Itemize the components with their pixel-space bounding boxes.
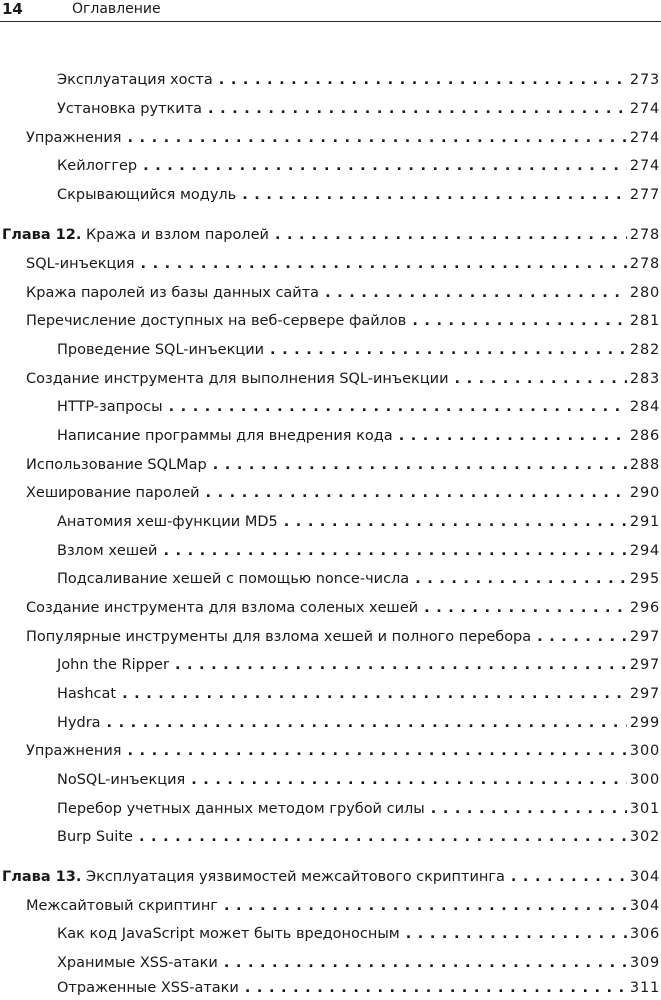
dot-leader (122, 682, 627, 706)
toc-entry[interactable] (0, 567, 661, 591)
entry-page: 288 (629, 457, 660, 473)
dot-leader (213, 453, 627, 477)
entry-page: 299 (629, 715, 660, 731)
toc-entry[interactable] (0, 825, 661, 849)
dot-leader (208, 97, 627, 121)
entry-title: Кейлоггер (57, 158, 138, 174)
dot-leader (455, 367, 627, 391)
entry-title: Проведение SQL-инъекции (57, 342, 265, 358)
toc-entry[interactable] (0, 367, 661, 391)
entry-title: Подсаливание хешей с помощью nonce-числа (57, 571, 410, 587)
entry-page: 274 (629, 130, 660, 146)
dot-leader (270, 338, 627, 362)
entry-title: Популярные инструменты для взлома хешей и полного перебора (26, 629, 532, 645)
toc-entry[interactable] (0, 126, 661, 150)
entry-page: 296 (629, 600, 660, 616)
entry-page: 284 (629, 399, 660, 415)
toc-entry[interactable] (0, 510, 661, 534)
entry-title: Упражнения (26, 130, 122, 146)
toc-entry[interactable] (0, 976, 661, 1000)
toc-entry[interactable] (0, 682, 661, 706)
entry-page: 290 (629, 485, 660, 501)
dot-leader (424, 596, 627, 620)
entry-page: 297 (629, 657, 660, 673)
dot-leader (242, 183, 627, 207)
dot-leader (415, 567, 627, 591)
entry-page: 300 (629, 743, 660, 759)
toc-entry[interactable] (0, 625, 661, 649)
entry-title: Эксплуатация уязвимостей межсайтового скриптинга (85, 869, 505, 885)
toc-entry[interactable] (0, 252, 661, 276)
dot-leader (163, 539, 626, 563)
dot-leader (141, 252, 627, 276)
dot-leader (431, 797, 627, 821)
entry-title: Burp Suite (57, 829, 133, 845)
entry-title: SQL-инъекция (26, 256, 135, 272)
entry-page: 309 (629, 955, 660, 971)
entry-page: 286 (629, 428, 660, 444)
dot-leader (107, 711, 627, 735)
entry-page: 295 (629, 571, 660, 587)
entry-page: 278 (629, 256, 660, 272)
toc-entry[interactable] (0, 739, 661, 763)
entry-title: Упражнения (26, 743, 122, 759)
entry-page: 300 (629, 772, 660, 788)
entry-page: 283 (629, 371, 660, 387)
chapter-label: Глава 12. (2, 227, 82, 243)
page-number: 14 (2, 0, 23, 18)
entry-title: Создание инструмента для выполнения SQL-инъекции (26, 371, 449, 387)
dot-leader (325, 281, 627, 305)
toc-entry[interactable] (0, 183, 661, 207)
entry-page: 297 (629, 686, 660, 702)
toc-entry[interactable] (0, 922, 661, 946)
entry-title: Написание программы для внедрения кода (57, 428, 393, 444)
entry-page: 274 (629, 101, 660, 117)
entry-page: 304 (629, 869, 660, 885)
entry-page: 297 (629, 629, 660, 645)
dot-leader (191, 768, 627, 792)
dot-leader (537, 625, 627, 649)
entry-title: Отраженные XSS-атаки (57, 980, 239, 996)
entry-page: 311 (629, 980, 660, 996)
dot-leader (399, 424, 627, 448)
dot-leader (406, 922, 627, 946)
entry-title: NoSQL-инъекция (57, 772, 186, 788)
entry-title: Как код JavaScript может быть вредоносным (57, 926, 400, 942)
toc-entry[interactable] (0, 281, 661, 305)
entry-title: Кража паролей из базы данных сайта (26, 285, 320, 301)
dot-leader (128, 739, 627, 763)
toc-entry[interactable] (0, 951, 661, 975)
entry-title: HTTP-запросы (57, 399, 163, 415)
entry-title: Эксплуатация хоста (57, 72, 213, 88)
entry-page: 306 (629, 926, 660, 942)
entry-page: 274 (629, 158, 660, 174)
toc-chapter-entry[interactable] (0, 865, 661, 889)
dot-leader (284, 510, 627, 534)
entry-title: Использование SQLMap (26, 457, 207, 473)
toc-entry[interactable] (0, 797, 661, 821)
entry-page: 302 (629, 829, 660, 845)
entry-title: Перебор учетных данных методом грубой силы (57, 801, 425, 817)
entry-title: Кража и взлом паролей (85, 227, 269, 243)
dot-leader (245, 976, 627, 1000)
dot-leader (224, 951, 627, 975)
entry-page: 273 (629, 72, 660, 88)
entry-title: Хранимые XSS-атаки (57, 955, 218, 971)
toc-entry[interactable] (0, 481, 661, 505)
toc-entry[interactable] (0, 395, 661, 419)
entry-title: Перечисление доступных на веб-сервере файлов (26, 313, 407, 329)
entry-page: 277 (629, 187, 660, 203)
header-rule (0, 21, 661, 22)
dot-leader (511, 865, 627, 889)
toc-entry[interactable] (0, 768, 661, 792)
entry-title: Скрывающийся модуль (57, 187, 237, 203)
entry-page: 294 (629, 543, 660, 559)
entry-page: 282 (629, 342, 660, 358)
dot-leader (143, 154, 627, 178)
dot-leader (128, 126, 627, 150)
page-header (0, 0, 661, 28)
toc-entry[interactable] (0, 424, 661, 448)
entry-page: 304 (629, 898, 660, 914)
entry-title: Хеширование паролей (26, 485, 200, 501)
dot-leader (219, 68, 627, 92)
dot-leader (224, 894, 627, 918)
chapter-label: Глава 13. (2, 869, 82, 885)
toc-entry[interactable] (0, 309, 661, 333)
entry-title: Hashcat (57, 686, 117, 702)
entry-page: 301 (629, 801, 660, 817)
toc-entry[interactable] (0, 154, 661, 178)
running-title: Оглавление (72, 1, 161, 17)
dot-leader (412, 309, 627, 333)
dot-leader (206, 481, 627, 505)
dot-leader (275, 223, 627, 247)
entry-page: 278 (629, 227, 660, 243)
entry-title: Взлом хешей (57, 543, 158, 559)
toc-entry[interactable] (0, 453, 661, 477)
toc-entry[interactable] (0, 97, 661, 121)
toc-entry[interactable] (0, 539, 661, 563)
toc-entry[interactable] (0, 711, 661, 735)
entry-title: John the Ripper (57, 657, 169, 673)
toc-entry[interactable] (0, 338, 661, 362)
toc-entry[interactable] (0, 68, 661, 92)
toc-entry[interactable] (0, 653, 661, 677)
entry-title: Hydra (57, 715, 101, 731)
entry-title: Межсайтовый скриптинг (26, 898, 218, 914)
toc-chapter-entry[interactable] (0, 223, 661, 247)
entry-title: Установка руткита (57, 101, 203, 117)
dot-leader (169, 395, 627, 419)
entry-page: 280 (629, 285, 660, 301)
dot-leader (139, 825, 627, 849)
entry-title: Анатомия хеш-функции MD5 (57, 514, 278, 530)
entry-title: Создание инструмента для взлома соленых хешей (26, 600, 419, 616)
toc-entry[interactable] (0, 596, 661, 620)
entry-page: 281 (629, 313, 660, 329)
toc-entry[interactable] (0, 894, 661, 918)
entry-page: 291 (629, 514, 660, 530)
dot-leader (175, 653, 627, 677)
